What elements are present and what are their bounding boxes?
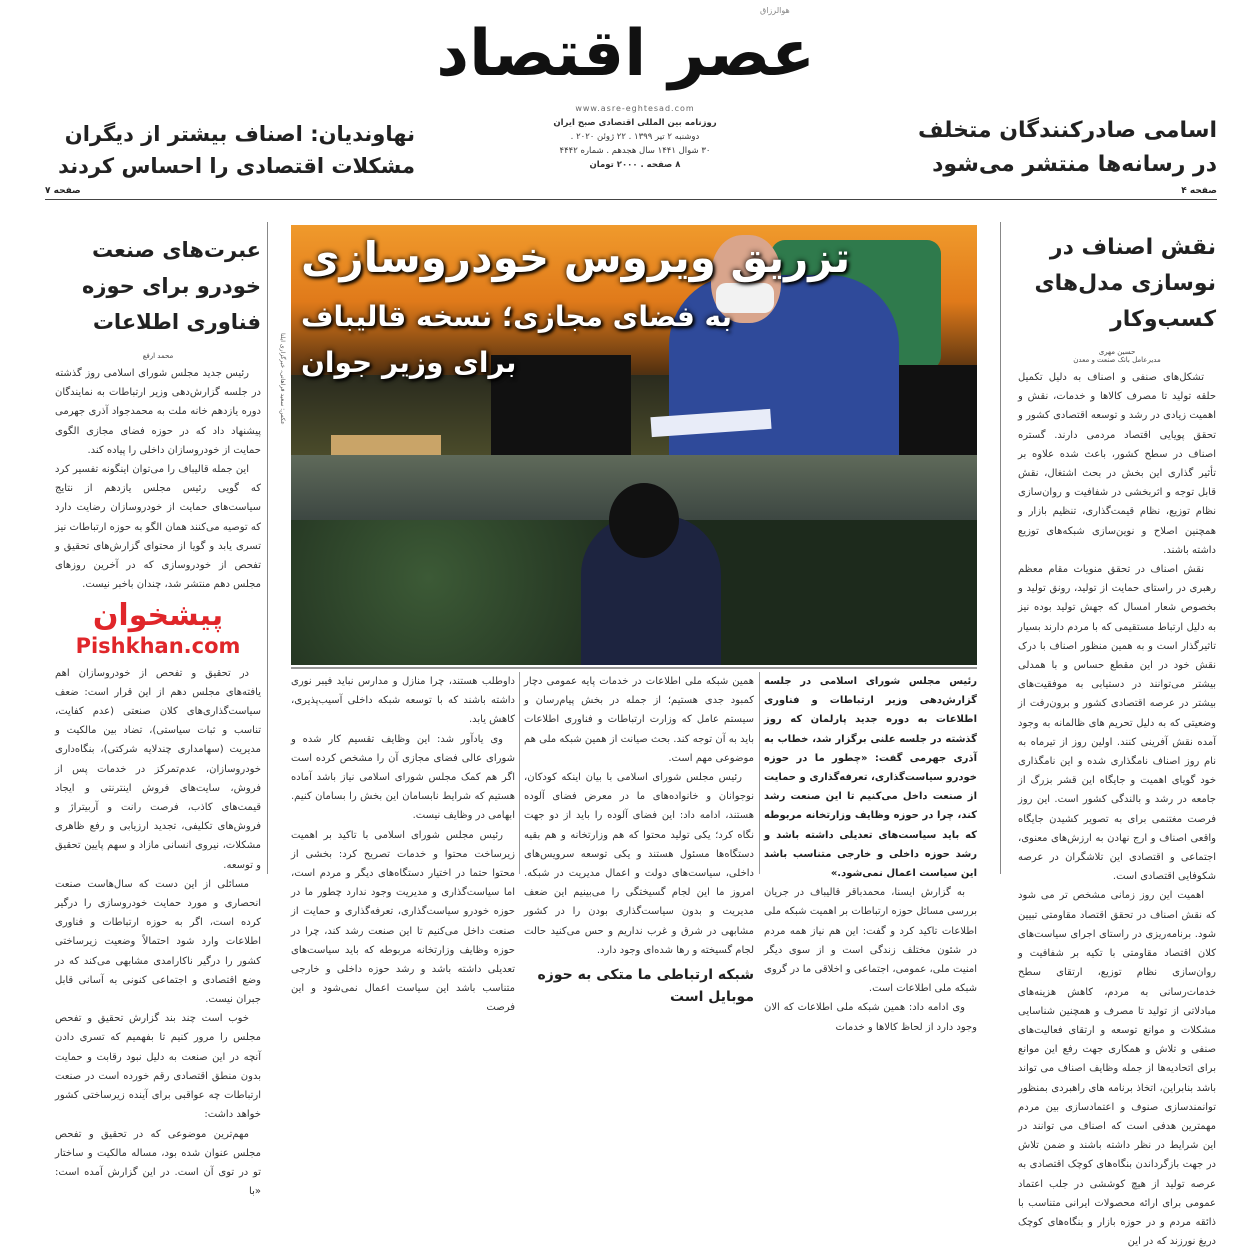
left-column-article — [55, 232, 261, 1201]
main-story-body — [764, 883, 977, 1037]
paragraph: داوطلب هستند، چرا منازل و مدارس نباید فیبر نوری داشته باشند که با توسعه شبکه داخلی آسیب‌پذیری، کاهش یابد. — [291, 676, 515, 726]
paragraph: رئیس مجلس شورای اسلامی با تاکید بر اهمیت زیرساخت محتوا و خدمات تصریح کرد: بخشی از محتوا حتما در اختیار دستگاه‌های دیگر و مردم است، اما سیاست‌گذاری و مدیریت وجود ندارد چطور ما در حوزه خودرو سیاست‌گذاری، تعرفه‌گذاری و حمایت از صنعت داخل می‌کنیم تا این صنعت رشد کند، چرا در حوزه وظایف وزارتخانه مربوطه که باید سیاست‌های تعدیلی داشته باشد و رشد حوزه داخلی و خارجی متناسب باشد این سیاست اعمال نمی‌شود و این فرصت — [291, 829, 515, 1014]
main-story-col1 — [764, 672, 977, 1037]
right-article-author: حسین مهری — [1098, 348, 1136, 356]
header-right-headline[interactable]: اسامی صادرکنندگان متخلف در رسانه‌ها منتشر می‌شود — [917, 118, 1217, 177]
right-column-article — [1018, 230, 1216, 1251]
watermark-fa: پیشخوان — [92, 598, 224, 634]
paragraph: مهم‌ترین موضوعی که در تحقیق و تفحص مجلس عنوان شده بود، مساله مالکیت و ساختار تو در توی آن است. در این گزارش آمده است: «با — [55, 1128, 261, 1198]
right-article-title[interactable]: نقش اصناف در نوسازی مدل‌های کسب‌وکار — [1034, 235, 1216, 332]
main-story-subhead: شبکه ارتباطی ما متکی به حوزه موبایل است — [537, 967, 754, 1006]
paragraph: مسائلی از این دست که سال‌هاست صنعت انحصاری و مورد حمایت خودروسازی را درگیر کرده است، اگر به حوزه ارتباطات و فناوری اطلاعات وارد شود احتمالاً وضعیت زیرساختی کشور را درگیر ناکارامدی مشابهی می‌کند که در وضع اقتصادی و اجتماعی کنونی به آسانی قابل جبران نیست. — [55, 878, 261, 1006]
masthead-tagline: روزنامه بین المللی اقتصادی صبح ایران — [553, 118, 717, 128]
main-story-col2 — [524, 672, 754, 1008]
header-left-headline[interactable]: نهاوندیان: اصناف بیشتر از دیگران مشکلات اقتصادی را احساس کردند — [58, 122, 415, 178]
watermark — [55, 598, 261, 659]
main-story-col3 — [291, 672, 515, 1018]
main-headline-line1[interactable]: تزریق ویروس خودروسازی — [301, 233, 851, 282]
logo-wordmark: عصر اقتصاد — [436, 17, 815, 91]
column-divider — [519, 672, 520, 874]
header-right-block — [905, 114, 1217, 196]
masthead-motto: هوالرزاق — [760, 6, 790, 15]
paragraph: رئیس مجلس شورای اسلامی با بیان اینکه کودکان، نوجوانان و خانواده‌های ما در معرض فضای آلوده هستند، ادامه داد: این فضای آلوده را باید از دو جهت نگاه کرد؛ یکی تولید محتوا که هم وزارتخانه و هم بقیه دستگاه‌ها مسئول هستند و یکی توسعه سرویس‌های داخلی، سیاست‌های دولت و اعمال مدیریت در شبکه. امروز ما این لجام گسیختگی را می‌بینیم این ضعف مدیریت و بدون سیاست‌گذاری بودن را در کشور مشابهی در شرق و غرب نداریم و حس می‌کنید حالت لجام گسیخته و رها شده‌ای وجود دارد. — [524, 772, 754, 956]
paragraph: تشکل‌های صنفی و اصناف به دلیل تکمیل حلقه تولید تا مصرف کالاها و خدمات، نقش و اهمیت زیادی در رشد و توسعه اقتصادی کشور و تحقق پویایی اقتصاد مردمی دارند. گستره اصناف در سطح کشور، باعث شده علاوه بر تأثیر گذاری این بخش در بحث اشتغال، نقش قابل توجه و اثربخشی در شفافیت و روان‌سازی نظام توزیع، نظام قیمت‌گذاری، تنظیم بازار و همچنین اصلاح و نوین‌سازی شبکه‌های توزیع داشته باشند. — [1018, 372, 1216, 556]
header-divider — [45, 199, 1217, 200]
main-headline-line2[interactable]: به فضای مجازی؛ نسخه قالیباف — [301, 300, 733, 333]
paragraph: به گزارش ایسنا، محمدباقر قالیباف در جریان بررسی مسائل حوزه ارتباطات بر اهمیت شبکه ملی اطلاعات تاکید کرد و گفت: این هم نیاز همه مردم در شئون مختلف زندگی است و از سوی دیگر امنیت ملی، عمومی، اجتماعی و اخلاقی ما در گروی شبکه ملی اطلاعات است. — [764, 887, 977, 995]
paragraph: رئیس جدید مجلس شورای اسلامی روز گذشته در جلسه گزارش‌دهی وزیر ارتباطات به نمایندگان دوره یازدهم خانه ملت به محمدجواد آذری جهرمی پیشنهاد داد که در حوزه فضای مجازی الگوی حمایت از خودروسازان داخلی را پیاده کند. — [55, 368, 261, 456]
masthead-logo — [436, 12, 815, 98]
masthead-date: دوشنبه ۲ تیر ۱۳۹۹ . ۲۲ ژوئن ۲۰۲۰ . — [570, 132, 700, 142]
masthead-issue: ۳۰ شوال ۱۴۴۱ سال هجدهم . شماره ۴۴۴۲ — [559, 146, 711, 156]
masthead-info — [455, 102, 815, 172]
header-left-block — [45, 118, 415, 196]
left-article-body — [55, 364, 261, 1201]
masthead-url[interactable]: www.asre-eghtesad.com — [575, 104, 695, 113]
main-story-lead: رئیس مجلس شورای اسلامی در جلسه گزارش‌دهی وزیر ارتباطات و فناوری اطلاعات به دوره جدید پارلمان که روز گذشته در جلسه علنی برگزار شد، خطاب به آذری جهرمی گفت: «چطور ما در حوزه خودرو سیاست‌گذاری، تعرفه‌گذاری و حمایت از صنعت داخل می‌کنیم تا این صنعت رشد کند، چرا در حوزه وظایف وزارتخانه مربوطه که باید سیاست‌های تعدیلی داشته باشد و رشد حوزه داخلی و خارجی متناسب باشد این سیاست اعمال نمی‌شود.» — [764, 676, 977, 880]
paragraph: اهمیت این روز زمانی مشخص تر می شود که نقش اصناف در تحقق اقتصاد مقاومتی تبیین شود. برنامه‌ریزی در راستای اجرای سیاست‌های کلان اقتصاد مقاومتی با تکیه بر شفافیت و روان‌سازی نظام توزیع، ارتقای سطح خدمات‌رسانی به مردم، کاهش هزینه‌های مبادلاتی از تولید تا مصرف و همچنین شناسایی مشکلات و موانع توسعه و ارتقای فعالیت‌های صنفی و تلاش و همکاری جهت رفع این موانع برای اتحادیه‌ها از جمله وظایف اصناف می تواند باشد بنابراین، اتخاذ برنامه های راهبردی بمنظور توانمندسازی صنوف و اعتمادسازی بین مردم مهمترین هدفی است که اصناف می توانند در این شرایط در نظر داشته باشند و ضمن تلاش در جهت بازگرداندن بنگاه‌های کوچک اقتصادی به عرصه تولید از هیچ کوششی در جلب اعتماد عمومی برای ارائه محصولات ایرانی متناسب با ذائقه مردم و در حوزه بازار و بنگاه‌های کوچک دریغ نورزند که در این — [1018, 890, 1216, 1248]
right-article-author-role: مدیرعامل بانک صنعت و معدن — [1073, 356, 1161, 364]
paragraph: این جمله قالیباف را می‌توان اینگونه تفسیر کرد که گویی رئیس مجلس یازدهم از نتایج سیاست‌های حمایت از خودروسازان رضایت دارد که توصیه می‌کنند همان الگو به حوزه ارتباطات نیز تسری یابد و گویا از محتوای گزارش‌های تحقیق و تفحص از خودروسازی که در آخرین روزهای مجلس دهم منتشر شد، چندان باخبر نیست. — [55, 464, 261, 591]
photo-bottom-rule — [291, 667, 977, 669]
column-divider-right — [1000, 222, 1001, 874]
column-divider-left — [267, 222, 268, 874]
paragraph: در تحقیق و تفحص از خودروسازان اهم یافته‌های مجلس دهم از این قرار است: ضعف سیاست‌گذاری‌های کلان صنعتی (عدم کفایت، تناسب و ثبات سیاستی)، تضاد بین مالکیت و مدیریت (سهامداری چندلایه شرکتی)، بنگاه‌داری خودروسازان، عدم‌تمرکز در خدمات پس از فروش، سایت‌های فروش اینترنتی و ایجاد قیمت‌های کاذب، فرصت رانت و آربیتراژ و فروش‌های تکلیفی، تجدید ارزیابی و رفع ظاهری مشکلات، نیروی انسانی مازاد و سهم پایین تحقیق و توسعه. — [55, 667, 261, 871]
right-article-body — [1018, 368, 1216, 1251]
left-article-title[interactable]: عبرت‌های صنعت خودرو برای حوزه فناوری اطلاعات — [81, 238, 261, 334]
left-article-author: محمد ارفع — [142, 352, 174, 360]
paragraph: وی ادامه داد: همین شبکه ملی اطلاعات که الان وجود دارد از لحاظ کالاها و خدمات — [764, 1002, 977, 1033]
paragraph: وی یادآور شد: این وظایف تقسیم کار شده و شورای عالی فضای مجازی آن را مشخص کرده است اگر هم کمک مجلس شورای اسلامی نیاز باشد آماده هستیم که شرایط نابسامان این بخش را بسامان کنیم. ابهامی در وظایف نیست. — [291, 733, 515, 822]
masthead-price: ۸ صفحه . ۲۰۰۰ تومان — [589, 160, 681, 170]
paragraph: نقش اصناف در تحقق منویات مقام معظم رهبری در راستای حمایت از تولید، رونق تولید و بخصوص شعار امسال که جهش تولید بوده نیز به دلیل ارتباط مستقیمی که با مردم دارند بسیار تاثیرگذار است و به همین منظور اصناف با درک نقش خود در این مقطع حساس و با همدلی بیشتر می‌توانند در دستیابی به موفقیت‌های بیشتر در عرصه اقتصادی کشور و برون‌رفت از وضعیتی که به دلیل تحریم های ظالمانه به وجود آمده نقش آفرینی کنند. اولین روز از تیرماه به نام روز اصناف نامگذاری شده و این نامگذاری خود گویای اهمیت و جایگاه این قشر بزرگ از جامعه در رشد و بالندگی کشور است. این روز فرصت مغتنمی برای به تصویر کشیدن جایگاه واقعی اصناف و ارج نهادن به ارزش‌های معنوی، اجتماعی و اقتصادی این تلاشگران در عرصه شکوفایی اقتصادی است. — [1018, 564, 1216, 883]
watermark-en: Pishkhan.com — [75, 634, 241, 659]
header-left-page-ref: صفحه ۷ — [45, 186, 81, 196]
paragraph: خوب است چند بند گزارش تحقیق و تفحص مجلس را مرور کنیم تا بفهمیم که تسری دادن آنچه در این صنعت به دلیل نبود رقابت و حمایت بدون منطق اقتصادی رقم خورده است در صنعت ارتباطات چه عواقبی برای آینده زیرساختی کشور خواهد داشت: — [55, 1013, 261, 1121]
column-divider — [759, 672, 760, 874]
main-photo[interactable] — [291, 225, 977, 665]
main-headline-line3[interactable]: برای وزیر جوان — [301, 346, 517, 379]
paragraph: همین شبکه ملی اطلاعات در خدمات پایه عمومی دچار کمبود جدی هستیم؛ از جمله در بخش پیام‌رسان و سیستم عامل که وزارت ارتباطات و فناوری اطلاعات باید به آن توجه کند. بحث صیانت از همین شبکه ملی هم موضوعی مهم است. — [524, 676, 754, 764]
photo-credit: عکس: سعید فراهانی، خبرگزاری ایلنا — [279, 333, 286, 425]
header-right-page-ref: صفحه ۴ — [1181, 186, 1217, 196]
